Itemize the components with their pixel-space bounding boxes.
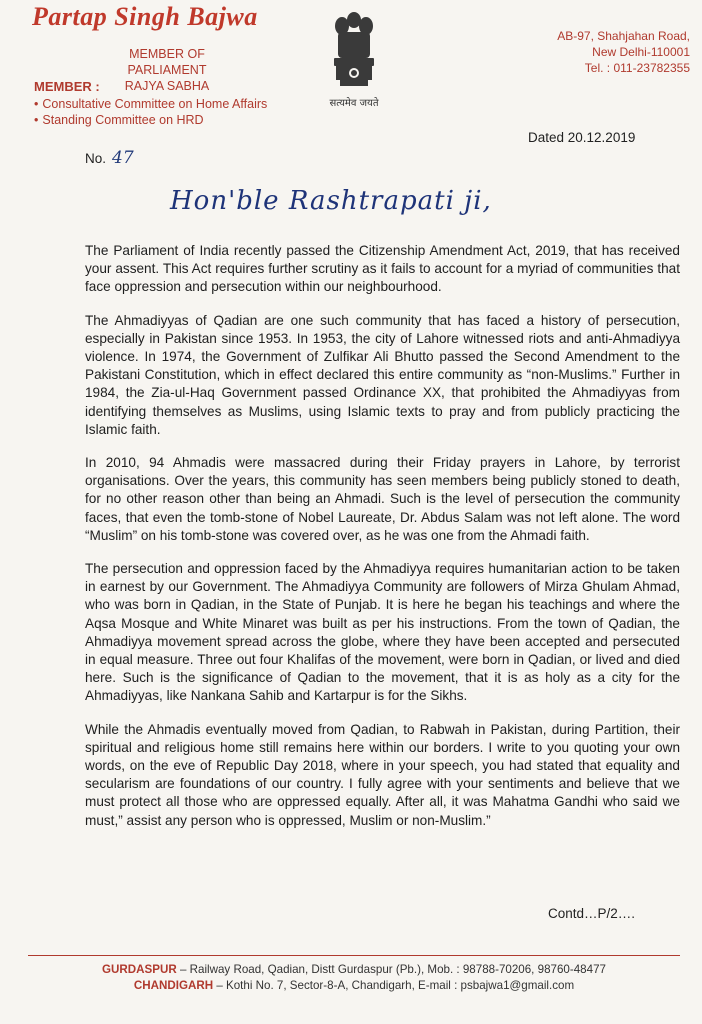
- letter-number: [85, 148, 134, 168]
- footer-divider: [28, 955, 680, 956]
- letter-body: [85, 242, 680, 845]
- letterhead-footer: [28, 962, 680, 994]
- letter-number-label: No.: [85, 151, 107, 166]
- body-paragraph: While the Ahmadis eventually moved from Qadian, to Rabwah in Pakistan, during Partition, their spiritual and religious home still remains here within our borders. I write to you quoting your own words, on the eve of Republic Day 2018, where in your speech, you had stated that equality and secularism are foundations of our country. I fully agree with your sentiments and believe that we must protect all those who are oppressed equally. After all, it was Mahatma Gandhi who said we must,” assist any person who is oppressed, Muslim or non-Muslim.”: [85, 721, 680, 828]
- address-telephone: Tel. : 011-23782355: [584, 61, 690, 75]
- letterhead-name: Partap Singh Bajwa: [32, 2, 258, 31]
- footer-line-gurdaspur: [28, 962, 680, 978]
- body-paragraph: The Ahmadiyyas of Qadian are one such community that has faced a history of persecution, especially in Pakistan since 1953. In 1953, the city of Lahore witnessed riots and anti-Ahmadiyya violence. In 1974, the Government of Zulfikar Ali Bhutto passed the Second Amendment to the Pakistani Constitution, which in effect declared this entire community as “non-Muslims.” Further in 1984, the Zia-ul-Haq Government passed Ordinance XX, that prohibited the Ahmadiyyas from identifying themselves as Muslims, using Islamic texts to pray and from publicly practicing the Islamic faith.: [85, 312, 680, 437]
- footer-address: – Kothi No. 7, Sector-8-A, Chandigarh, E-mail : psbajwa1@gmail.com: [213, 979, 575, 992]
- address-line: AB-97, Shahjahan Road,: [557, 29, 690, 43]
- handwritten-salutation: Hon'ble Rashtrapati ji,: [170, 186, 492, 216]
- footer-city: CHANDIGARH: [133, 979, 214, 992]
- body-paragraph: The persecution and oppression faced by the Ahmadiyya requires humanitarian action to be taken in earnest by our Government. The Ahmadiyya Community are followers of Mirza Ghulam Ahmad, who was born in Qadian, in the State of Punjab. It is here he began his teachings and where the Aqsa Mosque and White Minaret was built as per his instructions. From the town of Qadian, the Ahmadiyya movement spread across the globe, where they have been accepted and persecuted in equal measure. Three out four Khalifas of the movement, were born in Qadian, or lived and died here. Such is the significance of Qadian to the movement, that it is as holy as a city for the Ahmadiyyas, like Nankana Sahib and Kartarpur is for the Sikhs.: [85, 561, 680, 704]
- national-emblem-icon: [328, 6, 380, 96]
- continuation-note: Contd…P/2….: [548, 906, 636, 921]
- emblem-motto: सत्यमेव जयते: [329, 98, 379, 109]
- address-line: New Delhi-110001: [592, 45, 690, 59]
- committee-list: [34, 96, 267, 128]
- footer-address: – Railway Road, Qadian, Distt Gurdaspur (Pb.), Mob. : 98788-70206, 98760-48477: [176, 963, 606, 976]
- designation-text: MEMBER OF PARLIAMENT: [127, 47, 207, 77]
- letterhead-designation: [92, 46, 242, 94]
- body-paragraph: The Parliament of India recently passed the Citizenship Amendment Act, 2019, that has received your assent. This Act requires further scrutiny as it fails to account for a myriad of communities that face oppression and persecution within our neighbourhood.: [85, 243, 680, 295]
- footer-city: GURDASPUR: [102, 963, 177, 976]
- committee-item: • Consultative Committee on Home Affairs: [34, 96, 267, 112]
- house-text: RAJYA SABHA: [124, 79, 210, 93]
- body-paragraph: In 2010, 94 Ahmadis were massacred during their Friday prayers in Lahore, by terrorist organisations. Over the years, this community has seen members being publicly stoned to death, for no other reason other than being an Ahmadi. Such is the level of persecution the community faces, that even the tomb-stone of Nobel Laureate, Dr. Abdus Salam was not left alone. The word “Muslim” on his tomb-stone was covered over, as he was one from the Ahmadi faith.: [85, 455, 680, 543]
- letter-number-value: 47: [112, 148, 134, 168]
- delhi-address: [490, 28, 690, 76]
- footer-line-chandigarh: [28, 978, 680, 994]
- letter-date: Dated 20.12.2019: [528, 130, 636, 145]
- member-heading: MEMBER :: [34, 79, 100, 94]
- committee-item: • Standing Committee on HRD: [34, 112, 267, 128]
